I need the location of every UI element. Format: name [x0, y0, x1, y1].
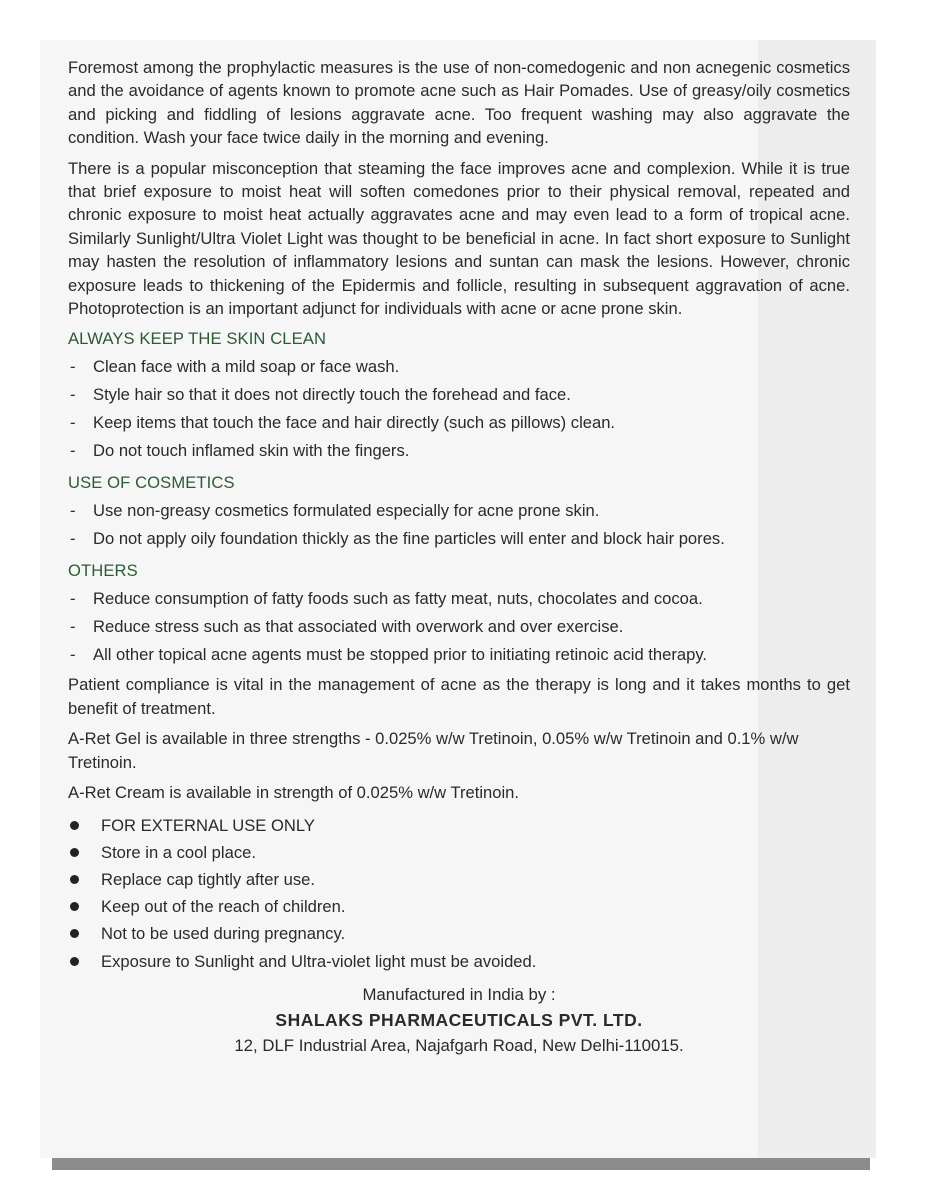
gel-strengths-paragraph: A-Ret Gel is available in three strengths - 0.025% w/w Tretinoin, 0.05% w/w Tretinoin and 0.1% w/w Tretinoin. — [68, 729, 799, 772]
compliance-paragraph: Patient compliance is vital in the management of acne as the therapy is long and it takes months to get benefit of treatment. — [68, 675, 850, 718]
intro-paragraph-2: There is a popular misconception that steaming the face improves acne and complexion. While it is true that brief exposure to moist heat will soften comedones prior to their physical removal, repeated and chronic exposure to moist heat actually aggravates acne and may even lead to a form of tropical acne. Similarly Sunlight/Ultra Violet Light was thought to be beneficial in acne. In fact short exposure to Sunlight may hasten the resolution of inflammatory lesions and suntan can mask the lesions. However, chronic exposure leads to thickening of the Epidermis and follicle, resulting in subsequent aggravation of acne. Photoprotection is an important adjunct for individuals with acne or acne prone skin. — [68, 158, 850, 319]
manufacturer-block — [68, 983, 850, 1059]
list-item: - Clean face with a mild soap or face wash. — [68, 353, 850, 381]
list-item: - All other topical acne agents must be stopped prior to initiating retinoic acid therapy. — [68, 641, 850, 669]
warning-item: Store in a cool place. — [68, 839, 850, 866]
leaflet-page — [40, 40, 876, 1158]
manufacturer-address: 12, DLF Industrial Area, Najafgarh Road, New Delhi-110015. — [234, 1035, 684, 1055]
list-item: - Keep items that touch the face and hair directly (such as pillows) clean. — [68, 409, 850, 437]
warning-item: Keep out of the reach of children. — [68, 893, 850, 920]
list-item: - Use non-greasy cosmetics formulated especially for acne prone skin. — [68, 497, 850, 525]
list-item: - Style hair so that it does not directly touch the forehead and face. — [68, 381, 850, 409]
list-item: - Do not apply oily foundation thickly as the fine particles will enter and block hair pores. — [68, 525, 850, 553]
warning-item: FOR EXTERNAL USE ONLY — [68, 812, 850, 839]
others-list — [68, 585, 850, 669]
manufactured-by-label: Manufactured in India by : — [362, 984, 556, 1004]
section-heading-others: OTHERS — [68, 561, 138, 581]
section-heading-cosmetics: USE OF COSMETICS — [68, 473, 235, 493]
leaflet-content — [68, 56, 850, 1059]
list-item: - Reduce stress such as that associated with overwork and over exercise. — [68, 613, 850, 641]
warnings-list — [68, 812, 850, 975]
section-heading-skin-clean: ALWAYS KEEP THE SKIN CLEAN — [68, 329, 327, 349]
warning-item: Exposure to Sunlight and Ultra-violet light must be avoided. — [68, 948, 850, 975]
list-item: - Reduce consumption of fatty foods such as fatty meat, nuts, chocolates and cocoa. — [68, 585, 850, 613]
cosmetics-list — [68, 497, 850, 553]
list-item: - Do not touch inflamed skin with the fingers. — [68, 437, 850, 465]
warning-item: Replace cap tightly after use. — [68, 866, 850, 893]
warning-item: Not to be used during pregnancy. — [68, 920, 850, 947]
intro-paragraph-1: Foremost among the prophylactic measures is the use of non-comedogenic and non acnegenic cosmetics and the avoidance of agents known to promote acne such as Hair Pomades. Use of greasy/oily cosmetics and picking and fiddling of lesions aggravate acne. Too frequent washing may also aggravate the condition. Wash your face twice daily in the morning and evening. — [68, 58, 850, 148]
skin-clean-list — [68, 353, 850, 465]
manufacturer-name: SHALAKS PHARMACEUTICALS PVT. LTD. — [275, 1009, 643, 1030]
cream-strength-paragraph: A-Ret Cream is available in strength of 0.025% w/w Tretinoin. — [68, 783, 520, 803]
